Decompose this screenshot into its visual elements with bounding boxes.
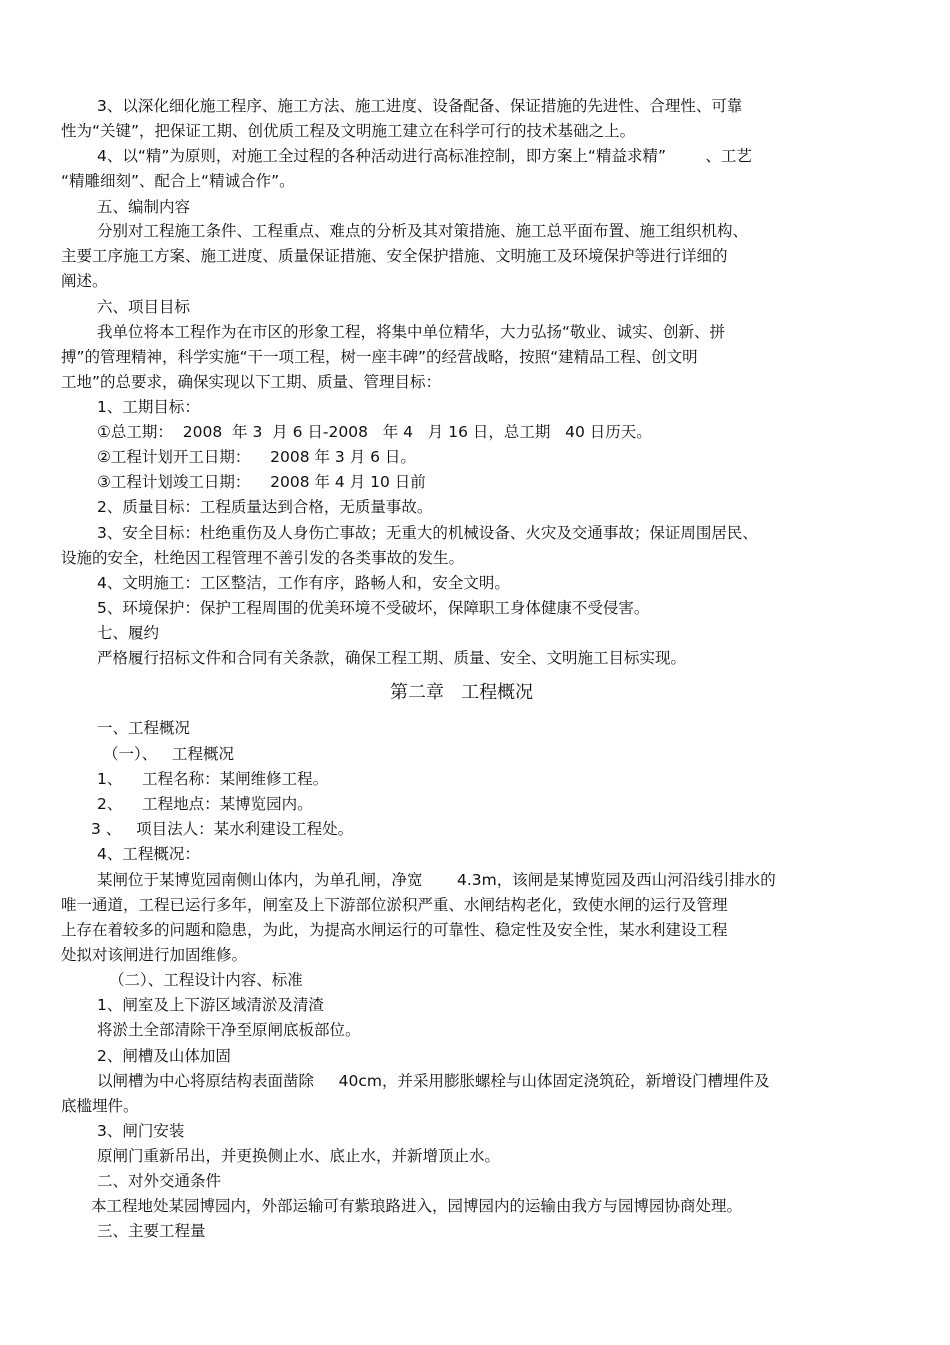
- text-line: 主要工序施工方案、施工进度、质量保证措施、安全保护措施、文明施工及环境保护等进行详细的: [61, 247, 728, 265]
- text-line: 以闸槽为中心将原结构表面凿除 40cm，并采用膨胀螺栓与山体固定浇筑砼，新增设门槽埋件及: [97, 1072, 770, 1090]
- subsection-heading: （一）、 工程概况: [103, 745, 235, 763]
- text-line: 我单位将本工程作为在市区的形象工程，将集中单位精华，大力弘扬“敬业、诚实、创新、拼: [97, 323, 726, 341]
- text-line: 4、文明施工：工区整洁，工作有序，路畅人和，安全文明。: [97, 574, 510, 592]
- text-line: 1、 工程名称：某闸维修工程。: [97, 770, 329, 788]
- section-heading: 三、主要工程量: [97, 1222, 206, 1240]
- section-heading: 五、编制内容: [97, 198, 191, 216]
- text-line: 搏”的管理精神，科学实施“干一项工程，树一座丰碑”的经营战略，按照“建精品工程、创文明: [61, 348, 698, 366]
- text-line: 3 、 项目法人：某水利建设工程处。: [91, 820, 354, 838]
- text-line: 性为“关键”，把保证工期、创优质工程及文明施工建立在科学可行的技术基础之上。: [61, 122, 636, 140]
- text-line: ②工程计划开工日期： 2008 年 3 月 6 日。: [97, 448, 416, 466]
- section-heading: 二、对外交通条件: [97, 1172, 222, 1190]
- text-line: 唯一通道，工程已运行多年，闸室及上下游部位淤积严重、水闸结构老化，致使水闸的运行及管理: [61, 896, 728, 914]
- text-line: 3、闸门安装: [97, 1122, 185, 1140]
- text-line: “精雕细刻”、配合上“精诚合作”。: [61, 172, 295, 190]
- text-line: 某闸位于某博览园南侧山体内，为单孔闸，净宽 4.3m，该闸是某博览园及西山河沿线引排水的: [97, 871, 776, 889]
- text-line: 3、安全目标：杜绝重伤及人身伤亡事故；无重大的机械设备、火灾及交通事故；保证周围居民、: [97, 524, 758, 542]
- text-line: ③工程计划竣工日期： 2008 年 4 月 10 日前: [97, 473, 426, 491]
- text-line: 底槛埋件。: [61, 1097, 139, 1115]
- text-line: 将淤土全部清除干净至原闸底板部位。: [97, 1021, 361, 1039]
- text-line: 本工程地处某园博园内，外部运输可有紫琅路进入，园博园内的运输由我方与园博园协商处理。: [91, 1197, 743, 1215]
- section-heading: 七、履约: [97, 624, 160, 642]
- text-line: 3、以深化细化施工程序、施工方法、施工进度、设备配备、保证措施的先进性、合理性、可靠: [97, 97, 743, 115]
- text-line: 处拟对该闸进行加固维修。: [61, 946, 248, 964]
- text-line: 4、工程概况：: [97, 845, 200, 863]
- text-line: 设施的安全，杜绝因工程管理不善引发的各类事故的发生。: [61, 549, 465, 567]
- section-heading: 六、项目目标: [97, 298, 191, 316]
- section-heading: 一、工程概况: [97, 719, 191, 737]
- subsection-heading: （二）、工程设计内容、标准: [109, 971, 303, 989]
- text-line: 5、环境保护：保护工程周围的优美环境不受破坏，保障职工身体健康不受侵害。: [97, 599, 650, 617]
- text-line: 阐述。: [61, 272, 108, 290]
- text-line: 1、闸室及上下游区域清淤及清渣: [97, 996, 324, 1014]
- text-line: 原闸门重新吊出，并更换侧止水、底止水，并新增顶止水。: [97, 1147, 501, 1165]
- text-line: 上存在着较多的问题和隐患，为此，为提高水闸运行的可靠性、稳定性及安全性，某水利建设工程: [61, 921, 728, 939]
- text-line: ①总工期： 2008 年 3 月 6 日-2008 年 4 月 16 日，总工期 40 日历天。: [97, 423, 652, 441]
- text-line: 4、以“精”为原则，对施工全过程的各种活动进行高标准控制，即方案上“精益求精” 、工艺: [97, 147, 752, 165]
- text-line: 2、质量目标：工程质量达到合格，无质量事故。: [97, 498, 433, 516]
- text-line: 2、闸槽及山体加固: [97, 1047, 231, 1065]
- text-line: 工地”的总要求，确保实现以下工期、质量、管理目标：: [61, 373, 442, 391]
- text-line: 2、 工程地点：某博览园内。: [97, 795, 313, 813]
- text-line: 1、工期目标：: [97, 398, 200, 416]
- text-line: 严格履行招标文件和合同有关条款，确保工程工期、质量、安全、文明施工目标实现。: [97, 649, 687, 667]
- chapter-title: 第二章 工程概况: [390, 682, 534, 703]
- text-line: 分别对工程施工条件、工程重点、难点的分析及其对策措施、施工总平面布置、施工组织机构、: [97, 222, 749, 240]
